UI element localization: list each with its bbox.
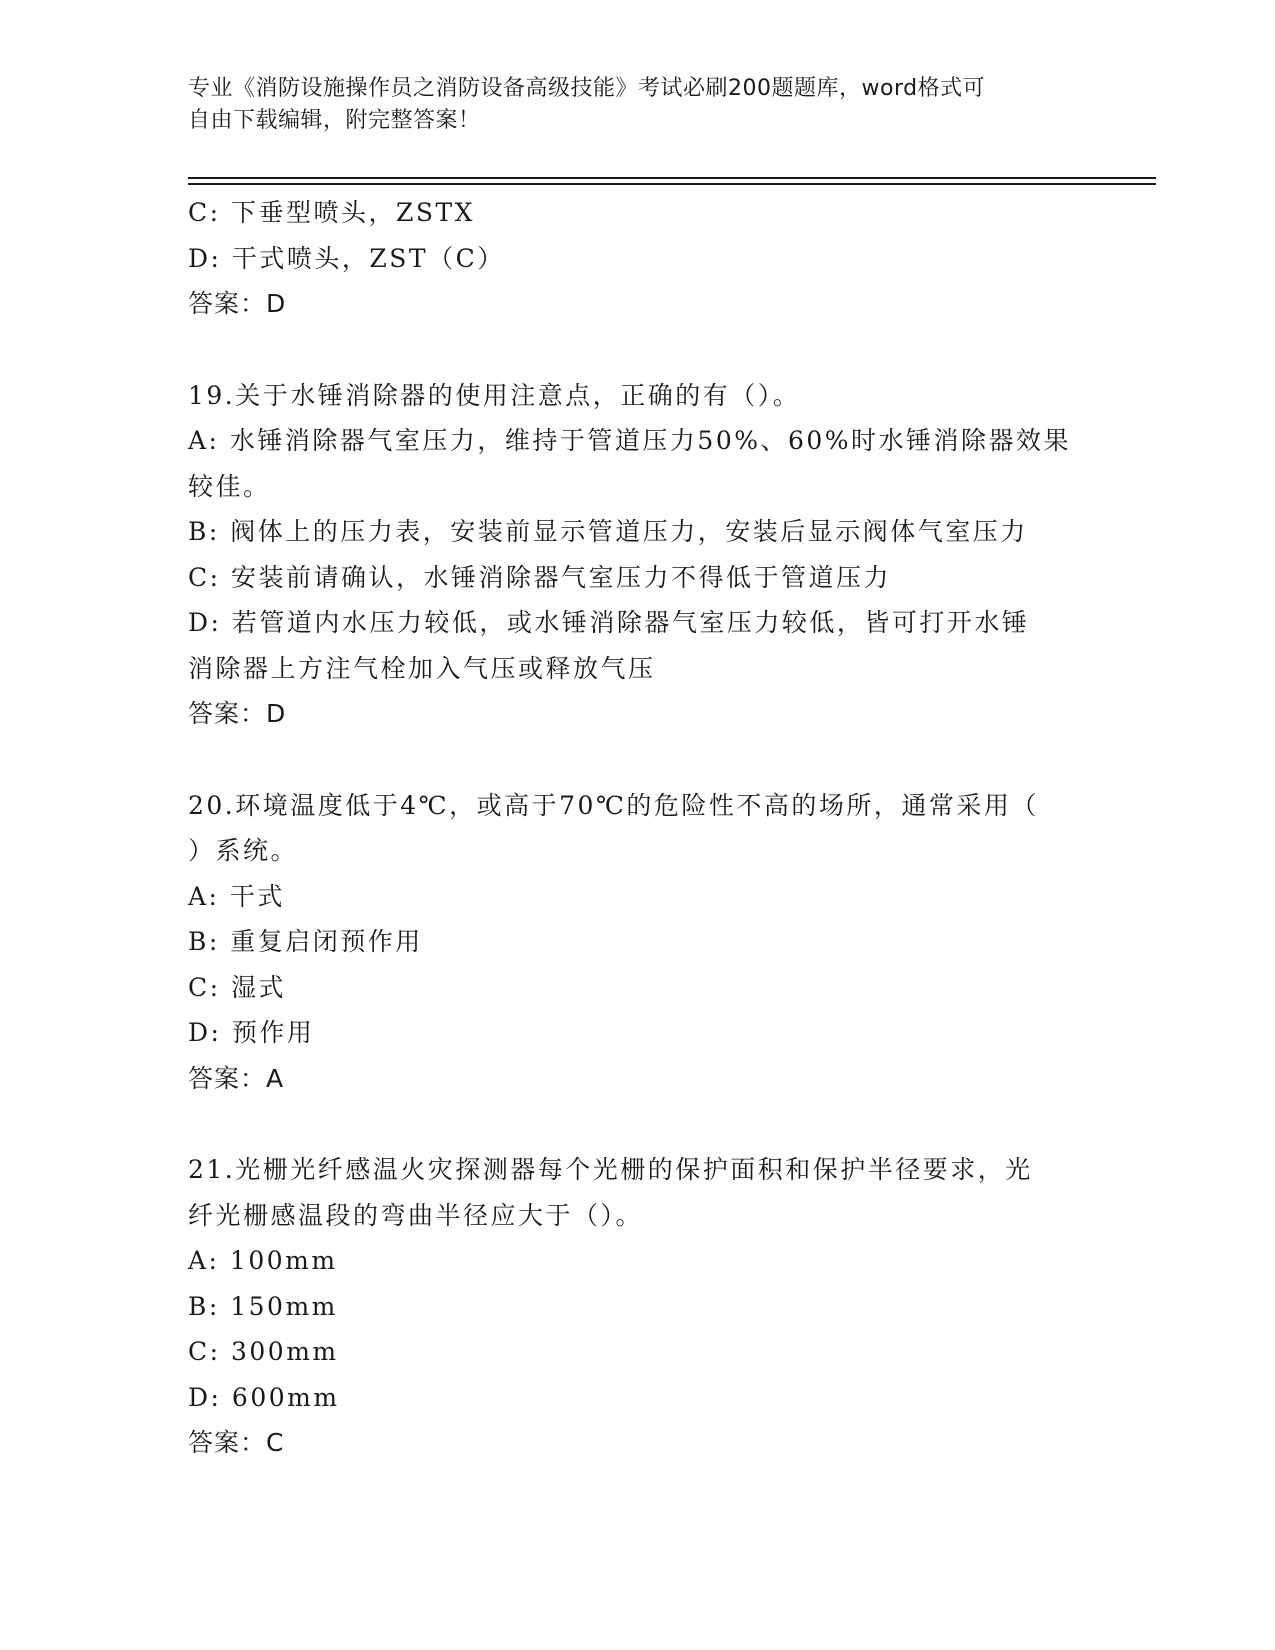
answer: 答案：D xyxy=(188,699,287,728)
option-b: B: 阀体上的压力表，安装前显示管道压力，安装后显示阀体气室压力 xyxy=(188,517,1028,546)
option-c: C: 湿式 xyxy=(188,972,286,1002)
option-b: B: 重复启闭预作用 xyxy=(188,927,423,956)
option-a-continued: 较佳。 xyxy=(188,471,271,501)
option-d: D: 若管道内水压力较低，或水锤消除器气室压力较低，皆可打开水锤 xyxy=(188,608,1030,637)
option-b: B: 150mm xyxy=(188,1291,338,1321)
option-d: D: 干式喷头，ZST（C） xyxy=(188,243,505,273)
answer: 答案：C xyxy=(188,1428,285,1457)
option-d: D: 预作用 xyxy=(188,1018,315,1047)
spacer xyxy=(188,737,1088,783)
question-21 xyxy=(188,1147,1088,1466)
question-text: 20.环境温度低于4℃，或高于70℃的危险性不高的场所，通常采用（ xyxy=(188,790,1039,820)
spacer xyxy=(188,327,1088,373)
question-18-continued xyxy=(188,190,1088,327)
question-text-continued: 纤光栅感温段的弯曲半径应大于（）。 xyxy=(188,1200,644,1230)
option-d-continued: 消除器上方注气栓加入气压或释放气压 xyxy=(188,653,656,683)
option-c: C: 下垂型喷头，ZSTX xyxy=(188,198,475,227)
header-divider-bottom xyxy=(188,183,1156,185)
option-a: A: 100mm xyxy=(188,1246,338,1275)
question-text: 21.光栅光纤感温火灾探测器每个光栅的保护面积和保护半径要求，光 xyxy=(188,1155,1033,1184)
answer: 答案：D xyxy=(188,289,287,318)
question-19 xyxy=(188,373,1088,737)
question-text-continued: ）系统。 xyxy=(188,836,299,865)
option-a: A: 干式 xyxy=(188,881,285,911)
option-a: A: 水锤消除器气室压力，维持于管道压力50%、60%时水锤消除器效果 xyxy=(188,426,1072,455)
header-divider-top xyxy=(188,177,1156,179)
question-text: 19.关于水锤消除器的使用注意点，正确的有（）。 xyxy=(188,380,801,410)
option-d: D: 600mm xyxy=(188,1382,340,1412)
option-c: C: 300mm xyxy=(188,1337,339,1366)
answer: 答案：A xyxy=(188,1063,285,1093)
header-line-2: 自由下载编辑，附完整答案！ xyxy=(188,108,481,133)
spacer xyxy=(188,1101,1088,1147)
option-c: C: 安装前请确认，水锤消除器气室压力不得低于管道压力 xyxy=(188,562,892,592)
question-20 xyxy=(188,783,1088,1102)
document-header xyxy=(188,73,1068,137)
document-body xyxy=(188,190,1088,1466)
header-line-1: 专业《消防设施操作员之消防设备高级技能》考试必刷200题题库，word格式可 xyxy=(188,76,986,101)
